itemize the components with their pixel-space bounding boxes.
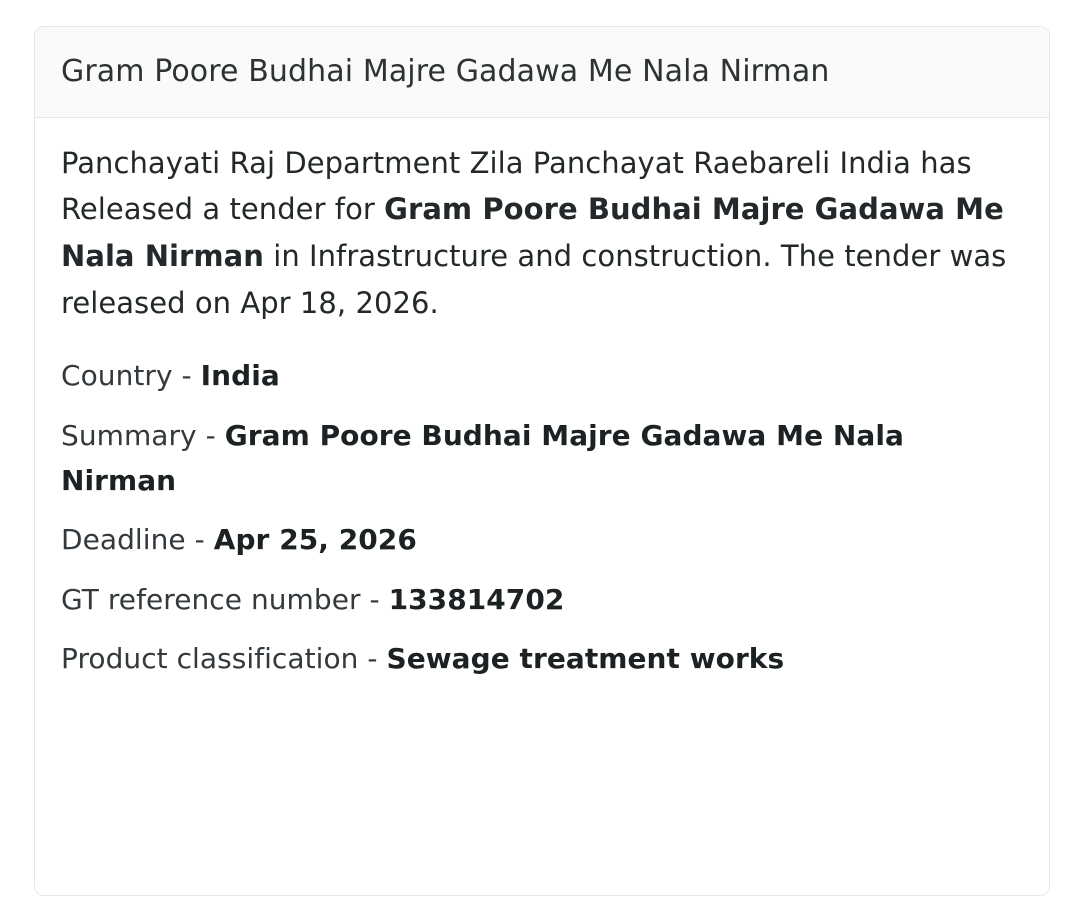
field-gt-reference-number-separator: - (360, 582, 389, 616)
tender-card (34, 26, 1050, 896)
field-gt-reference-number (61, 577, 1023, 622)
field-summary-label: Summary (61, 418, 197, 452)
field-deadline (61, 517, 1023, 562)
field-product-classification-value: Sewage treatment works (386, 642, 785, 676)
field-deadline-separator: - (185, 523, 214, 557)
card-body (35, 118, 1049, 712)
description-part-one: Panchayati Raj Department Zila Panchayat Raebareli India has Released a tender for (61, 145, 972, 227)
field-country-separator: - (172, 359, 201, 393)
field-summary-separator: - (196, 418, 225, 452)
field-country-label: Country (61, 359, 173, 393)
field-deadline-value: Apr 25, 2026 (213, 523, 417, 557)
field-country-value: India (200, 359, 280, 393)
field-summary-value: Gram Poore Budhai Majre Gadawa Me Nala Nirman (61, 418, 904, 498)
tender-description (61, 140, 1023, 328)
description-part-two: in Infrastructure and construction. The tender was released on Apr 18, 2026. (61, 239, 1007, 321)
field-gt-reference-number-value: 133814702 (388, 582, 565, 616)
field-gt-reference-number-label: GT reference number (61, 582, 361, 616)
page-title: Gram Poore Budhai Majre Gadawa Me Nala Nirman (61, 54, 830, 89)
card-header (35, 27, 1049, 118)
field-product-classification-separator: - (358, 642, 387, 676)
field-summary (61, 413, 1023, 504)
field-product-classification-label: Product classification (61, 642, 359, 676)
field-product-classification (61, 636, 1023, 681)
description-tender-name: Gram Poore Budhai Majre Gadawa Me Nala Nirman (61, 192, 1004, 274)
field-deadline-label: Deadline (61, 523, 186, 557)
field-country (61, 353, 1023, 398)
